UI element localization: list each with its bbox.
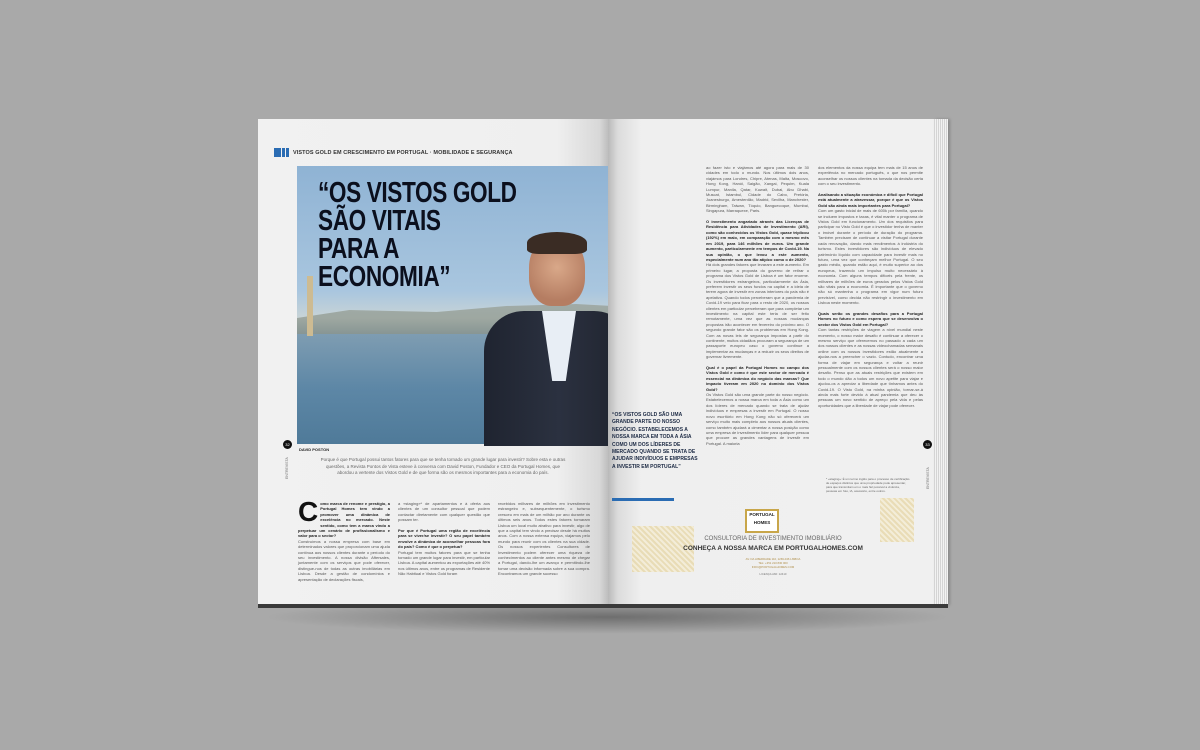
logo-text: PORTUGAL <box>749 512 775 517</box>
intro-paragraph: Porque é que Portugal possui tantos fatores para que se tenha tornado um grande lugar para investir? Sobre esta e outras questões, a Revista Pontos de Vista esteve à conversa com David Poston, Fundador e CEO da Portugal Homes, que abordou a vertente dos Vistos Gold e de que forma são os mesmos importantes para a economia do país. <box>320 457 566 475</box>
dropcap: C <box>298 496 319 527</box>
tower-shape <box>307 276 313 336</box>
question: O investimento angariado através das Licenças de Residência para Atividades de Investimento (ARI), como são conhecidos os Vistos Gold, quase triplicou (192%) em maio, em comparação com o mesmo mês em 2019, para 146 milhões de euros. Um grande aumento, particularmente em tempos de Covid-19. Na sua opinião, o que levou a este aumento, especialmente num ano tão atípico como o de 2020? <box>706 219 809 262</box>
right-page <box>608 119 938 607</box>
answer: dos elementos da nossa equipa tem mais de 15 anos de experiência no mercado português, o que nos permite aconselhar os nossos clientes na tomada da decisão certa com o seu investimento. <box>818 165 923 187</box>
pull-quote: “OS VISTOS GOLD SÃO UMA GRANDE PARTE DO NOSSO NEGÓCIO. ESTABELECEMOS A NOSSA MARCA EM TODA A ÁSIA COMO UM DOS LÍDERES DE MERCADO QUANDO SE TRATA DE AJUDAR INDIVÍDUOS E EMPRESAS A INVESTIR EM PORTUGAL” <box>612 412 698 470</box>
question: Quais serão os grandes desafios para a Portugal Homes no futuro e como espera que se desenvolva o sector dos Vistos Gold em Portugal? <box>818 310 923 327</box>
right-column-1 <box>706 165 809 501</box>
answer: Construímos a nossa empresa com base em determinados valores que proporcionam uma ajuda contínua aos nossos clientes durante o período do seu investimento. A nossa divisão Aftersales, juntamente com os serviços que pode oferecer, distingue-nos de todas as outras imobiliárias em Lisboa. Desde a gestão de condomínios e apresentação de declarações fiscais, <box>298 538 390 582</box>
answer: recebidos milhares de milhões em investimento estrangeiro e, subsequentemente, o turismo cresceu em mais de um milhão por ano durante os últimos seis anos. Todos estes fatores tornaram Lisboa um local muito atrativo para investir, algo de que a capital tem vindo a precisar desde há muitos anos. Com a nossa extensa equipa, viajamos pelo mundo para reunir com os clientes na sua cidade. Os nossos experientes Consultores de Investimento podem oferecer uma riqueza de conhecimentos ao cliente antes mesmo de chegar a Portugal, dando-lhe um avanço e permitindo-lhe tomar uma decisão informada sobre a sua compra. Encontramos um grande sucesso <box>498 501 590 577</box>
logo-text: HOMES <box>753 520 771 525</box>
answer: Com tantas restrições de viagem a nível mundial neste momento, o nosso maior desafio é continuar a oferecer o mesmo serviço que oferecemos no passado a cada um dos nossos clientes e as nossas videochamadas semanais online com os nossos investidores estão atualmente a ajudar-nos a preencher o vazio. Contudo, encontrar uma forma de viajar em segurança e voltar a reunir pessoalmente com os nossos clientes será o nosso maior desafio. Penso que as atuais restrições que existem em todo o mundo dão a todos um novo apetite para viajar e ajudou-os a apreciar a liberdade que tínhamos antes do Covid-19. O Visto Gold, na minha opinião, tornar-se-á ainda mais forte devido à atual pandemia que deu às pessoas um novo sentido de apreço pela vida e pelas oportunidades que a liberdade de viajar pode oferecer. <box>818 327 923 408</box>
question: Por que é Portugal uma região de excelência para se viver/se investir? O seu papel também envolve a dinâmica de aconselhar pessoas fora do país? Como é que o perpetua? <box>398 528 490 550</box>
side-label-left: ENTREVISTA <box>285 457 289 479</box>
pull-quote-bar <box>612 498 674 501</box>
portugal-homes-ad <box>618 504 928 599</box>
ad-address: AV. DA LIBERDADE 110, 1269-046 LISBOA <box>745 557 801 561</box>
section-title: VISTOS GOLD EM CRESCIMENTO EM PORTUGAL · MOBILIDADE E SEGURANÇA <box>293 149 513 156</box>
answer: a «staging»* de apartamentos e à oferta aos clientes de um consultor pessoal que podem contactar diretamente com qualquer questão que possam ter. <box>398 501 490 523</box>
page-number-left: 32 <box>283 440 292 449</box>
headline <box>318 179 517 291</box>
question: Qual é o papel da Portugal Homes no campo dos Vistos Gold e como é que este sector de mercado é essencial na dinâmica do negócio das marcas? Que impacto tiveram em 2020 no domínio dos Vistos Gold? <box>706 365 809 392</box>
answer: Os Vistos Gold são uma grande parte do nosso negócio. Estabelecemos a nossa marca em toda a Ásia como um dos líderes de mercado quando se trata de ajudar indivíduos e empresas a investir em Portugal. O nosso novo escritório em Hong Kong não só oferecerá um serviço muito mais completo aos nossos atuais clientes, como também ajudará a cimentar a nossa posição como uma empresa de investimento líder para qualquer pessoa que procure as grandes vantagens de investir em Portugal. A maioria <box>706 392 809 446</box>
headline-line: PARA A <box>318 233 400 265</box>
ad-phone: TEL: +351 210 830 000 <box>758 561 788 565</box>
headline-line: ECONOMIA” <box>318 261 451 293</box>
ad-cta: CONHEÇA A NOSSA MARCA EM PORTUGALHOMES.COM <box>683 545 863 552</box>
side-label-right: ENTREVISTA <box>926 467 930 489</box>
ad-email: INFO@PORTUGALHOMES.COM <box>751 565 795 569</box>
photo-caption: DAVID POSTON <box>299 447 330 452</box>
answer: Portugal tem muitos fatores para que se tenha tornado um grande lugar para investir, em particular Lisboa. A capital aumentou as exportações até 40% nos últimos anos, entre os programas de Residente Não Habitual e Vistos Gold foram <box>398 549 490 577</box>
left-page <box>258 119 610 606</box>
left-column-3 <box>498 501 590 577</box>
portugal-homes-logo <box>745 509 779 533</box>
answer: ao fazer isto e viajámos até agora para mais de 30 cidades em todo o mundo. Nos últimos dois anos, viajámos para Londres, Chipre, Atenas, Malta, Moscovo, Hong Kong, Hanói, Saigão, Xangai, Pequim, Kuala Lumpur, Manila, Qatar, Kuwait, Dubai, Abu Dhabi, Muscat, Istambul, Cidade do Cabo, Pretória, Joanesburgo, Amesterdão, Madrid, Sevilha, Manchester, Birmingham, Taiwan, Tóquio, Banguecoque, Mumbai, Singapura, Marraquexe, Paris. <box>706 165 809 214</box>
section-logo-icon <box>274 148 289 157</box>
left-column-1 <box>298 496 390 582</box>
question: Analisando a situação económica e difícil que Portugal está atualmente a atravessar, porque é que os Vistos Gold são ainda mais importantes para Portugal? <box>818 192 923 208</box>
footnote: * «staging»: É um termo inglês para o processo de certificação de espaços distintos que uma propriedade pode apresentar, para que transmitam em o mais fiel possível a vivência, pessoas em foto, IA, acessório, entre outros. <box>826 477 910 493</box>
answer: Com um gasto inicial de mais de 600k por família, quando se incluem impostos e taxas, é vital manter o programa de Vistos Gold em funcionamento. Um dos requisitos para participar no Visto Gold é que o investidor tenha de manter o imóvel durante o período de duração do programa. Também precisam de continuar a visitar Portugal durante cada renovação, dando mais rendimentos à indústria do turismo. Estes investidores são indivíduos de elevado património líquido com capacidade para investir mais no futuro, uma vez que conheçam melhor Portugal. O seu gasto médio, quando estão aqui, é muito superior ao dos europeus, trazendo um impulso muito necessário à economia. Com alguns tempos difíceis pela frente, os milhares de milhões de euros gerados pelos Vistos Gold são vitais para a economia. É importante que o governo não só mantenha o programa em vigor num futuro previsível, como decida não restringir o investimento em Lisboa neste momento. <box>818 208 923 306</box>
ad-license: LICENÇA AMI: 12410 <box>759 572 787 576</box>
magazine-bottom-edge <box>258 604 948 608</box>
ad-tagline: CONSULTORIA DE INVESTIMENTO IMOBILIÁRIO <box>704 536 842 542</box>
page-edges <box>934 119 948 605</box>
headline-line: SÃO VITAIS <box>318 205 441 237</box>
question: omo marca de renome e prestígio, a Portugal Homes tem vindo a promover uma dinâmica de excelência no mercado. Neste sentido, como tem a marca vindo a perpetuar um cenário de profissionalismo e valor para o sector? <box>298 501 390 539</box>
right-column-2 <box>818 165 923 483</box>
section-header <box>274 148 513 157</box>
page-number-right: 33 <box>923 440 932 449</box>
left-column-2 <box>398 501 490 577</box>
headline-line: “OS VISTOS GOLD <box>318 177 517 209</box>
answer: Há dois grandes fatores que levaram a este aumento. Em primeiro lugar, a proposta do governo de retirar o programa dos Vistos Gold de Lisboa é um fator enorme. Os investidores estrangeiros, particularmente da Ásia, preferem investir os seus fundos na capital e a ideia de terem agora de investir em zonas interiores do país não é apelativa. Quando todos perceberam que a pandemia de Covid-19 veio para ficar para o resto de 2020, os nossos clientes em particular perceberam que para completar um investimento na capital este teria de ser feito remotamente, uma vez que as nossas mudanças propostas irão acontecer em fevereiro do próximo ano. O segundo grande fator são os problemas em Hong Kong. Com as novas leis de segurança impostas a partir do continente, muitos cidadãos procuram a segurança de um passaporte europeu caso o governo continue a implementar as mudanças e a reduzir os seus direitos de governar livremente. <box>706 262 809 360</box>
hair-shape <box>527 232 587 254</box>
